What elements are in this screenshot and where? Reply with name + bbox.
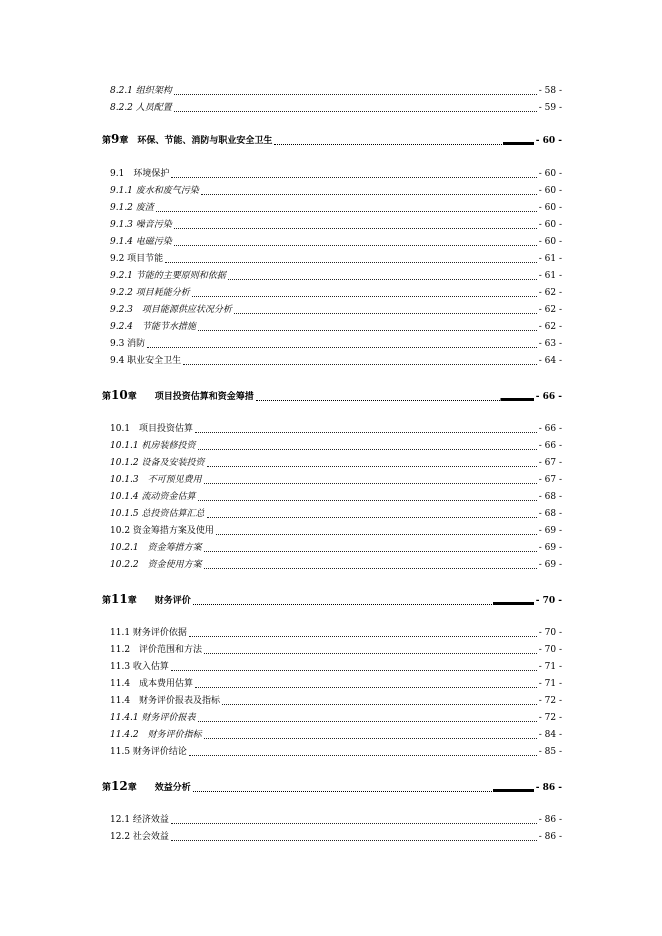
toc-page-number: - 66 - <box>538 441 562 451</box>
dot-leader <box>193 789 534 792</box>
toc-page-number: - 60 - <box>538 169 562 179</box>
toc-entry-label: 11.4 财务评价报表及指标 <box>110 696 221 706</box>
toc-entry-label: 9.1.2 废渣 <box>110 203 154 213</box>
dot-leader <box>204 567 537 569</box>
toc-page-number: - 86 - <box>538 815 562 825</box>
dot-leader <box>174 227 537 229</box>
dot-leader <box>198 448 537 450</box>
chapter-number: 9 <box>111 132 120 146</box>
toc-entry[interactable] <box>110 220 562 231</box>
dot-leader <box>192 295 537 297</box>
toc-entry[interactable] <box>110 203 562 214</box>
dot-leader <box>165 261 537 263</box>
toc-entry-label: 9.1.4 电磁污染 <box>110 237 172 247</box>
toc-entry-label: 10.1.1 机房装修投资 <box>110 441 196 451</box>
toc-entry[interactable] <box>110 815 562 826</box>
toc-entry[interactable] <box>110 86 562 97</box>
toc-page-number: - 67 - <box>538 458 562 468</box>
toc-entry[interactable] <box>110 271 562 282</box>
toc-entry-label: 9.2.1 节能的主要原则和依据 <box>110 271 226 281</box>
dot-leader <box>204 652 537 654</box>
toc-entry-label: 9.1 环境保护 <box>110 169 170 179</box>
dot-leader <box>171 176 536 178</box>
dot-leader <box>256 398 534 401</box>
toc-entry-label: 10.1.3 不可预见费用 <box>110 475 202 485</box>
chapter-number: 10 <box>111 388 128 402</box>
toc-page-number: - 84 - <box>538 730 562 740</box>
dot-leader <box>207 516 537 518</box>
toc-entry-label: 12.1 经济效益 <box>110 815 169 825</box>
toc-page-number: - 66 - <box>538 424 562 434</box>
dot-leader <box>222 703 537 705</box>
toc-page-number: - 66 - <box>535 392 562 402</box>
chapter-title: 章 财务评价 <box>127 596 191 606</box>
toc-entry[interactable] <box>110 645 562 656</box>
toc-entry-label: 9.4 职业安全卫生 <box>110 356 182 366</box>
toc-entry[interactable] <box>110 526 562 537</box>
dot-leader <box>189 635 537 637</box>
chapter-prefix: 第 <box>102 783 112 793</box>
toc-entry[interactable] <box>110 492 562 503</box>
toc-entry[interactable] <box>110 186 562 197</box>
dot-leader <box>195 431 537 433</box>
toc-entry-label: 11.4.1 财务评价报表 <box>110 713 196 723</box>
toc-entry[interactable] <box>110 458 562 469</box>
toc-entry-label: 9.2.3 项目能源供应状况分析 <box>110 305 232 315</box>
toc-entry[interactable] <box>110 169 562 180</box>
toc-entry[interactable] <box>110 339 562 350</box>
toc-page-number: - 60 - <box>538 237 562 247</box>
toc-entry-label: 11.4 成本费用估算 <box>110 679 194 689</box>
dot-leader <box>234 312 537 314</box>
chapter-number: 11 <box>111 592 128 606</box>
toc-entry-label: 9.2.4 节能节水措施 <box>110 322 196 332</box>
toc-page-number: - 60 - <box>538 220 562 230</box>
toc-page-number: - 68 - <box>538 509 562 519</box>
toc-entry[interactable] <box>110 103 562 114</box>
toc-entry-label <box>102 134 272 147</box>
chapter-prefix: 第 <box>102 596 112 606</box>
chapter-prefix: 第 <box>102 136 112 146</box>
dot-leader <box>156 210 537 212</box>
toc-entry[interactable] <box>110 628 562 639</box>
dot-leader <box>216 533 537 535</box>
toc-entry[interactable] <box>110 832 562 843</box>
toc-entry-label: 8.2.1 组织架构 <box>110 86 172 96</box>
dot-leader <box>183 363 537 365</box>
toc-page-number: - 71 - <box>538 662 562 672</box>
toc-entry-label: 11.5 财务评价结论 <box>110 747 187 757</box>
toc-page-number: - 86 - <box>535 783 562 793</box>
toc-entry-label: 10.1.5 总投资估算汇总 <box>110 509 205 519</box>
toc-chapter-entry[interactable] <box>102 134 562 147</box>
toc-entry-label: 9.1.3 噪音污染 <box>110 220 172 230</box>
toc-page-number: - 86 - <box>538 832 562 842</box>
dot-leader <box>274 142 533 145</box>
dot-leader <box>228 278 537 280</box>
toc-page-number: - 70 - <box>538 628 562 638</box>
toc-page-number: - 68 - <box>538 492 562 502</box>
toc-entry-label <box>102 781 191 794</box>
dot-leader <box>171 669 537 671</box>
dot-leader <box>174 244 537 246</box>
toc-page-number: - 69 - <box>538 526 562 536</box>
toc-entry-label: 11.1 财务评价依据 <box>110 628 187 638</box>
toc-entry-label <box>102 390 254 403</box>
toc-page-number: - 58 - <box>538 86 562 96</box>
toc-entry-label <box>102 594 191 607</box>
dot-leader <box>147 346 537 348</box>
toc-entry-label: 10.2.2 资金使用方案 <box>110 560 202 570</box>
dot-leader <box>204 550 537 552</box>
toc-entry[interactable] <box>110 543 562 554</box>
toc-entry[interactable] <box>110 560 562 571</box>
toc-entry-label: 9.3 消防 <box>110 339 146 349</box>
toc-entry[interactable] <box>110 679 562 690</box>
toc-page-number: - 67 - <box>538 475 562 485</box>
toc-page-number: - 63 - <box>538 339 562 349</box>
toc-page-number: - 64 - <box>538 356 562 366</box>
chapter-title: 章 环保、节能、消防与职业安全卫生 <box>119 136 273 146</box>
toc-entry-label: 10.1.2 设备及安装投资 <box>110 458 205 468</box>
toc-entry[interactable] <box>110 696 562 707</box>
toc-page-number: - 70 - <box>535 596 562 606</box>
toc-page-number: - 70 - <box>538 645 562 655</box>
dot-leader <box>207 465 537 467</box>
toc-page-number: - 72 - <box>538 696 562 706</box>
toc-entry[interactable] <box>110 322 562 333</box>
toc-page-number: - 59 - <box>538 103 562 113</box>
toc-entry[interactable] <box>110 237 562 248</box>
dot-leader <box>201 193 537 195</box>
toc-page-number: - 62 - <box>538 322 562 332</box>
toc-page-number: - 71 - <box>538 679 562 689</box>
chapter-title: 章 效益分析 <box>127 783 191 793</box>
toc-entry-label: 10.1 项目投资估算 <box>110 424 194 434</box>
toc-page-number: - 60 - <box>538 203 562 213</box>
toc-entry-label: 9.2 项目节能 <box>110 254 164 264</box>
toc-entry[interactable] <box>110 475 562 486</box>
toc-chapter-entry[interactable] <box>102 390 562 403</box>
dot-leader <box>198 720 537 722</box>
toc-chapter-entry[interactable] <box>102 781 562 794</box>
toc-entry[interactable] <box>110 713 562 724</box>
toc-entry-label: 10.2 资金筹措方案及使用 <box>110 526 214 536</box>
toc-entry[interactable] <box>110 509 562 520</box>
toc-page-number: - 61 - <box>538 254 562 264</box>
dot-leader <box>198 329 537 331</box>
toc-entry-label: 8.2.2 人员配置 <box>110 103 172 113</box>
toc-entry-label: 10.1.4 流动资金估算 <box>110 492 196 502</box>
chapter-prefix: 第 <box>102 392 112 402</box>
toc-entry-label: 10.2.1 资金筹措方案 <box>110 543 202 553</box>
dot-leader <box>189 754 537 756</box>
dot-leader <box>204 737 537 739</box>
dot-leader <box>193 602 534 605</box>
dot-leader <box>171 822 537 824</box>
toc-entry-label: 11.2 评价范围和方法 <box>110 645 203 655</box>
toc-entry[interactable] <box>110 424 562 435</box>
toc-entry[interactable] <box>110 662 562 673</box>
toc-entry-label: 12.2 社会效益 <box>110 832 169 842</box>
toc-entry[interactable] <box>110 254 562 265</box>
toc-entry[interactable] <box>110 305 562 316</box>
toc-entry[interactable] <box>110 288 562 299</box>
toc-page-number: - 61 - <box>538 271 562 281</box>
chapter-number: 12 <box>111 779 128 793</box>
toc-entry-label: 9.1.1 废水和废气污染 <box>110 186 199 196</box>
toc-entry-label: 9.2.2 项目耗能分析 <box>110 288 190 298</box>
toc-page-number: - 60 - <box>538 186 562 196</box>
toc-page-number: - 85 - <box>538 747 562 757</box>
dot-leader <box>174 110 537 112</box>
toc-page-number: - 60 - <box>535 136 562 146</box>
toc-entry[interactable] <box>110 356 562 367</box>
toc-entry[interactable] <box>110 441 562 452</box>
toc-entry-label: 11.4.2 财务评价指标 <box>110 730 202 740</box>
toc-page-number: - 62 - <box>538 305 562 315</box>
dot-leader <box>198 499 537 501</box>
toc-page-number: - 69 - <box>538 560 562 570</box>
toc-entry-label: 11.3 收入估算 <box>110 662 169 672</box>
toc-chapter-entry[interactable] <box>102 594 562 607</box>
chapter-title: 章 项目投资估算和资金筹措 <box>127 392 254 402</box>
toc-page-number: - 69 - <box>538 543 562 553</box>
toc-entry[interactable] <box>110 730 562 741</box>
dot-leader <box>171 839 537 841</box>
toc-page-number: - 72 - <box>538 713 562 723</box>
toc-entry[interactable] <box>110 747 562 758</box>
dot-leader <box>174 93 537 95</box>
dot-leader <box>204 482 537 484</box>
toc-page-number: - 62 - <box>538 288 562 298</box>
dot-leader <box>195 686 537 688</box>
